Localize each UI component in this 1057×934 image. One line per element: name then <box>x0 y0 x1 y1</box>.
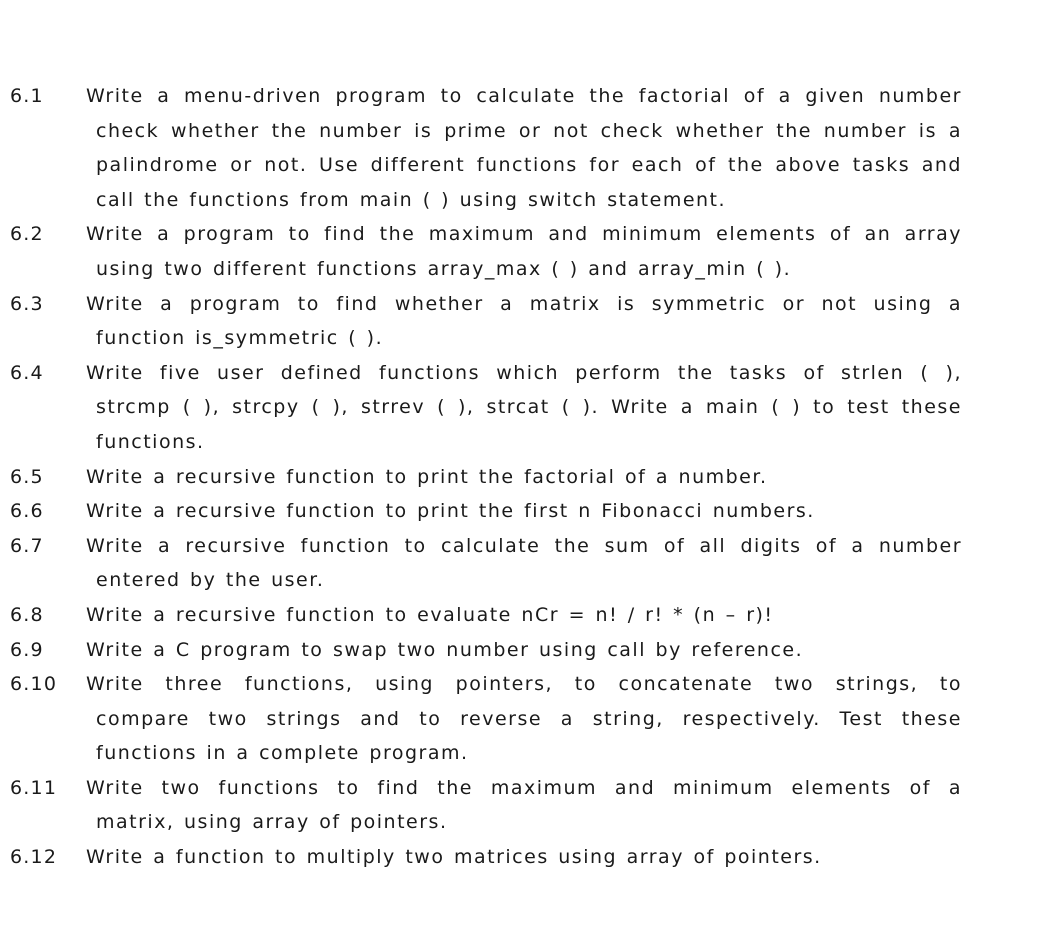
exercise-text <box>86 460 962 495</box>
exercise-line: Write a function to multiply two matrices using array of pointers. <box>86 846 822 869</box>
exercise-text <box>86 667 962 771</box>
exercise-item-6-8 <box>0 598 1057 633</box>
exercise-number: 6.11 <box>10 776 58 799</box>
exercise-line: Write a recursive function to print the first n Fibonacci numbers. <box>86 500 815 523</box>
exercise-line: Write three functions, using pointers, to concatenate two strings, to <box>86 673 962 696</box>
exercise-item-6-6 <box>0 494 1057 529</box>
exercise-text <box>86 771 962 840</box>
exercise-line: Write five user defined functions which perform the tasks of strlen ( ), <box>86 361 962 384</box>
exercise-item-6-4 <box>0 356 1057 460</box>
exercise-text <box>86 633 962 668</box>
exercise-item-6-1 <box>0 79 1057 217</box>
exercise-line: call the functions from main ( ) using switch statement. <box>96 188 727 211</box>
exercise-text <box>86 598 962 633</box>
exercise-item-6-10 <box>0 667 1057 771</box>
exercise-text <box>86 529 962 598</box>
exercise-number: 6.8 <box>10 603 44 626</box>
exercise-item-6-9 <box>0 633 1057 668</box>
exercise-line: Write a recursive function to evaluate nCr = n! / r! * (n – r)! <box>86 603 774 626</box>
exercise-line: entered by the user. <box>96 569 325 592</box>
exercise-item-6-5 <box>0 460 1057 495</box>
exercise-line: Write a recursive function to calculate the sum of all digits of a number <box>86 534 962 557</box>
exercise-item-6-12 <box>0 840 1057 875</box>
exercise-line: Write a menu-driven program to calculate the factorial of a given number <box>86 85 962 107</box>
exercise-line: check whether the number is prime or not check whether the number is a <box>96 119 962 142</box>
exercise-number: 6.4 <box>10 361 44 384</box>
exercise-line: Write a C program to swap two number using call by reference. <box>86 638 804 661</box>
exercise-text <box>86 287 962 356</box>
exercise-line: using two different functions array_max ( ) and array_min ( ). <box>96 257 792 280</box>
exercise-line: function is_symmetric ( ). <box>96 327 384 350</box>
exercise-number: 6.5 <box>10 465 44 488</box>
exercise-line: palindrome or not. Use different functions for each of the above tasks and <box>96 154 962 177</box>
exercise-text <box>86 217 962 286</box>
exercise-list <box>0 79 1057 875</box>
exercise-line: Write two functions to find the maximum and minimum elements of a <box>86 776 962 799</box>
exercise-item-6-11 <box>0 771 1057 840</box>
exercise-item-6-3 <box>0 287 1057 356</box>
exercise-text <box>86 79 962 217</box>
exercise-text <box>86 494 962 529</box>
exercise-number: 6.2 <box>10 223 44 246</box>
exercise-item-6-2 <box>0 217 1057 286</box>
exercise-line: functions. <box>96 430 205 453</box>
exercise-line: matrix, using array of pointers. <box>96 811 448 834</box>
exercise-number: 6.3 <box>10 292 44 315</box>
exercise-line: Write a program to find the maximum and minimum elements of an array <box>86 223 962 246</box>
exercise-line: compare two strings and to reverse a string, respectively. Test these <box>96 707 962 730</box>
exercise-text <box>86 840 962 875</box>
exercise-line: functions in a complete program. <box>96 742 469 765</box>
exercise-number: 6.10 <box>10 673 58 696</box>
exercise-number: 6.6 <box>10 500 44 523</box>
exercise-line: strcmp ( ), strcpy ( ), strrev ( ), strcat ( ). Write a main ( ) to test these <box>96 396 962 419</box>
exercise-line: Write a recursive function to print the factorial of a number. <box>86 465 768 488</box>
exercise-number: 6.12 <box>10 846 58 869</box>
exercise-item-6-7 <box>0 529 1057 598</box>
exercise-number: 6.7 <box>10 534 44 557</box>
exercise-number: 6.9 <box>10 638 44 661</box>
exercise-line: Write a program to find whether a matrix is symmetric or not using a <box>86 292 962 315</box>
exercise-text <box>86 356 962 460</box>
exercise-number: 6.1 <box>10 85 44 107</box>
